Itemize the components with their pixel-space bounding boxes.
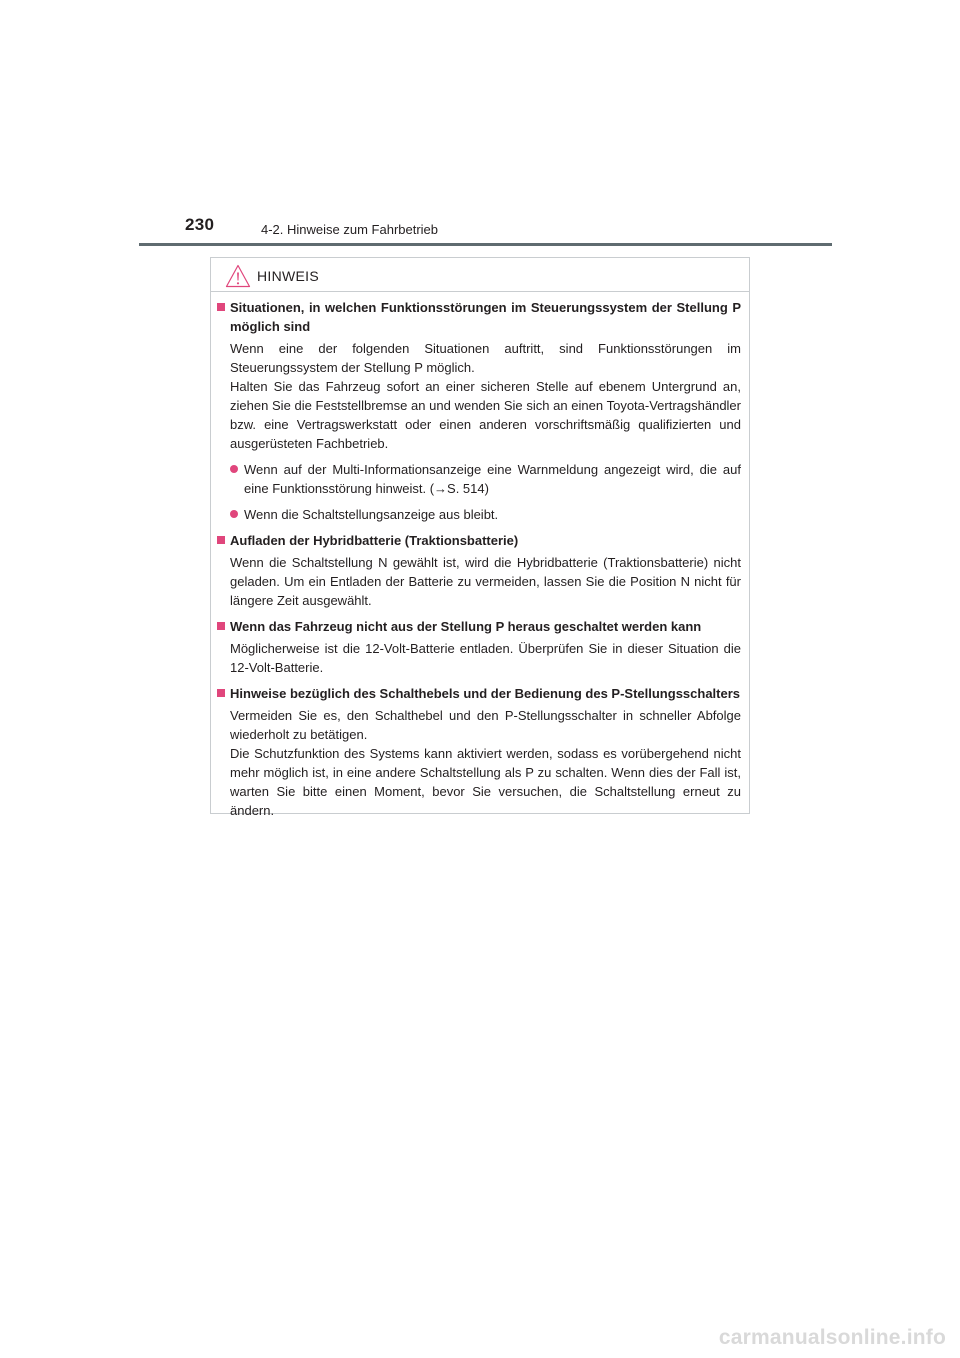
notice-box — [210, 257, 750, 818]
section-title: 4-2. Hinweise zum Fahrbetrieb — [261, 222, 439, 237]
item-paragraph: Wenn die Schaltstellung N gewählt ist, wird die Hybridbatterie (Traktionsbatterie) nicht geladen. Um ein Entladen der Batterie zu vermeiden, lassen Sie die Position N nicht für längere Zeit ausgewählt. — [230, 555, 741, 608]
notice-divider — [211, 291, 749, 292]
header-rule — [139, 243, 832, 246]
warning-triangle-icon — [225, 264, 251, 288]
square-bullet-icon — [217, 689, 225, 697]
square-bullet-icon — [217, 303, 225, 311]
square-bullet-icon — [217, 622, 225, 630]
bullet-item: Wenn auf der Multi-Informationsanzeige eine Warnmeldung angezeigt wird, die auf eine Funktionsstörung hinweist. (→S. 514) — [230, 460, 741, 498]
item-paragraph: Möglicherweise ist die 12-Volt-Batterie entladen. Überprüfen Sie in dieser Situation die 12-Volt-Batterie. — [230, 641, 741, 675]
item-paragraph: Wenn eine der folgenden Situationen auftritt, sind Funktionsstörungen im Steuerungssystem der Stellung P möglich. Halten Sie das Fahrzeug sofort an einer sicheren Stelle auf ebenem Untergrund an, ziehen Sie die Feststellbremse an und wenden Sie sich an einen Toyota-Vertragshändler bzw. eine Vertragswerkstatt oder einen anderen vorschriftsmäßig qualifizierten und ausgerüsteten Fachbetrieb. — [230, 341, 741, 451]
notice-header — [225, 262, 319, 290]
notice-title: HINWEIS — [257, 268, 319, 284]
round-bullet-icon — [230, 465, 238, 473]
item-heading: Hinweise bezüglich des Schalthebels und der Bedienung des P-Stellungsschalters — [217, 684, 741, 703]
round-bullet-icon — [230, 510, 238, 518]
watermark: carmanualsonline.info — [718, 1326, 946, 1349]
square-bullet-icon — [217, 536, 225, 544]
item-heading: Situationen, in welchen Funktionsstörungen im Steuerungssystem der Stellung P möglich sind — [217, 298, 741, 336]
item-heading: Aufladen der Hybridbatterie (Traktionsbatterie) — [217, 531, 741, 550]
notice-body — [217, 298, 741, 820]
page-number: 230 — [185, 215, 215, 234]
item-paragraph: Vermeiden Sie es, den Schalthebel und den P-Stellungsschalter in schneller Abfolge wiederholt zu betätigen. Die Schutzfunktion des Systems kann aktiviert werden, sodass es vorübergehend nicht mehr möglich ist, in eine andere Schaltstellung als P zu schalten. Wenn dies der Fall ist, warten Sie bitte einen Moment, bevor Sie versuchen, die Schaltstellung erneut zu ändern. — [230, 708, 741, 818]
bullet-item: Wenn die Schaltstellungsanzeige aus bleibt. — [230, 505, 741, 524]
item-heading: Wenn das Fahrzeug nicht aus der Stellung P heraus geschaltet werden kann — [217, 617, 741, 636]
